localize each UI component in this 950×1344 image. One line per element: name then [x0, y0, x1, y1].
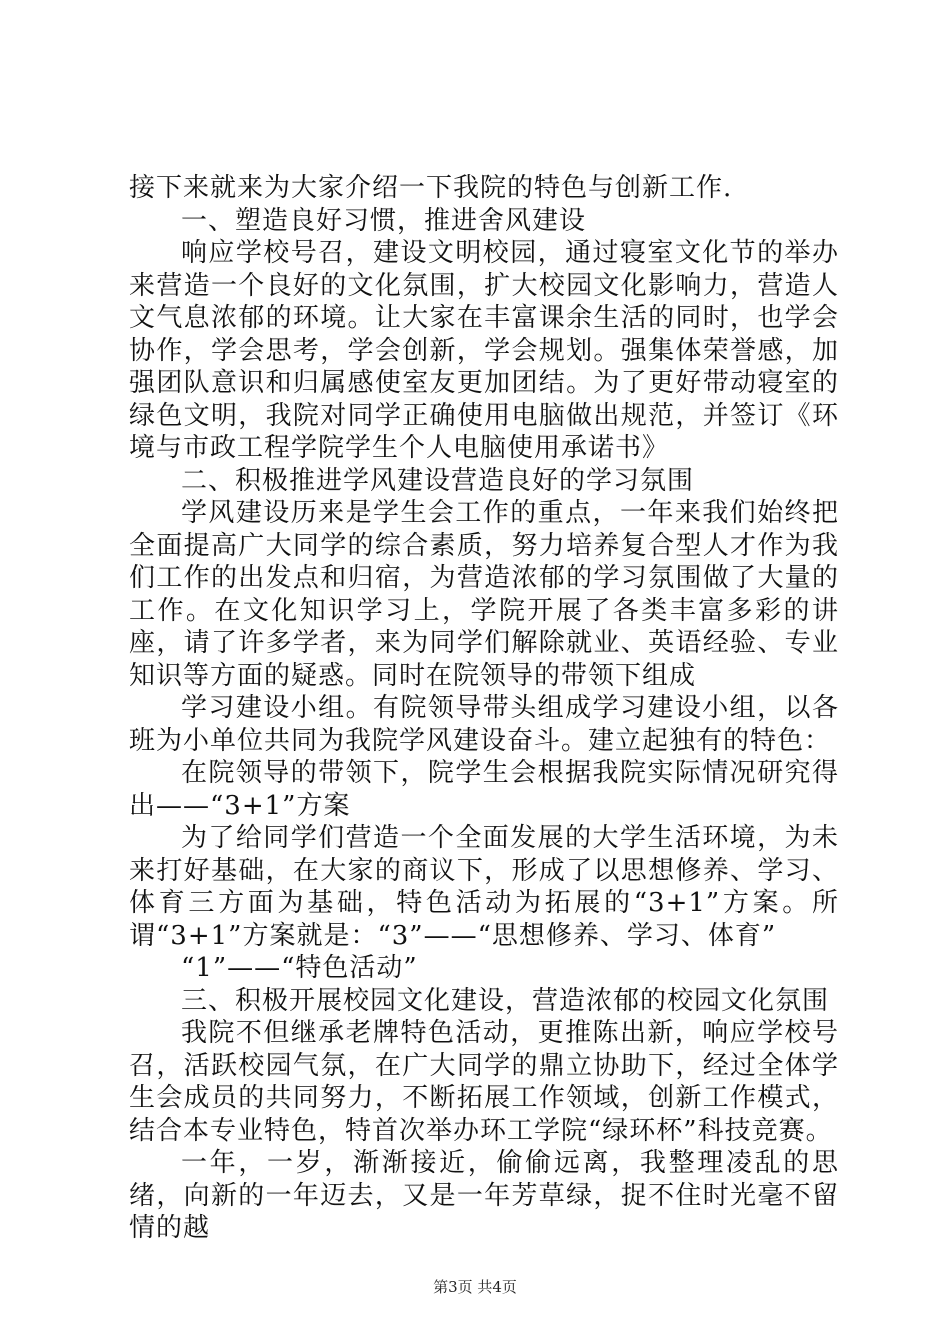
- paragraph-study-style: 学风建设历来是学生会工作的重点，一年来我们始终把全面提高广大同学的综合素质，努力培养复合型人才作为我们工作的出发点和归宿，为营造浓郁的学习氛围做了大量的工作。在文化知识学习上，学院开展了各类丰富多彩的讲座，请了许多学者，来为同学们解除就业、英语经验、专业知识等方面的疑惑。同时在院领导的带领下组成: [129, 498, 839, 691]
- paragraph-intro: 接下来就来为大家介绍一下我院的特色与创新工作.: [129, 173, 733, 203]
- paragraph-study-group: 学习建设小组。有院领导带头组成学习建设小组，以各班为小单位共同为我院学风建设奋斗。建立起独有的特色：: [129, 693, 839, 756]
- section-heading-1: 一、塑造良好习惯，推进舍风建设: [181, 205, 587, 236]
- paragraph-plan-intro: 在院领导的带领下，院学生会根据我院实际情况研究得出——“3+1”方案: [129, 758, 839, 821]
- paragraph-dorm-culture: 响应学校号召，建设文明校园，通过寝室文化节的举办来营造一个良好的文化氛围，扩大校园文化影响力，营造人文气息浓郁的环境。让大家在丰富课余生活的同时，也学会协作，学会思考，学会创新，学会规划。强集体荣誉感，加强团队意识和归属感使室友更加团结。为了更好带动寝室的绿色文明，我院对同学正确使用电脑做出规范，并签订《环境与市政工程学院学生个人电脑使用承诺书》: [129, 238, 839, 463]
- section-heading-3: 三、积极开展校园文化建设，营造浓郁的校园文化氛围: [181, 985, 830, 1016]
- paragraph-year-end: 一年，一岁，渐渐接近，偷偷远离，我整理凌乱的思绪，向新的一年迈去，又是一年芳草绿，捉不住时光毫不留情的越: [129, 1148, 839, 1243]
- page-footer: 第3页 共4页: [433, 1278, 517, 1296]
- paragraph-campus-culture: 我院不但继承老牌特色活动，更推陈出新，响应学校号召，活跃校园气氛，在广大同学的鼎立协助下，经过全体学生会成员的共同努力，不断拓展工作领域，创新工作模式，结合本专业特色，特首次举办环工学院“绿环杯”科技竞赛。: [129, 1018, 839, 1146]
- section-heading-2: 二、积极推进学风建设营造良好的学习氛围: [181, 465, 695, 496]
- paragraph-plan-detail: 为了给同学们营造一个全面发展的大学生活环境，为未来打好基础，在大家的商议下，形成了以思想修养、学习、体育三方面为基础，特色活动为拓展的“3+1”方案。所谓“3+1”方案就是：“3”——“思想修养、学习、体育”: [129, 823, 839, 951]
- document-body: [129, 172, 839, 1245]
- paragraph-plan-one: “1”——“特色活动”: [181, 953, 418, 983]
